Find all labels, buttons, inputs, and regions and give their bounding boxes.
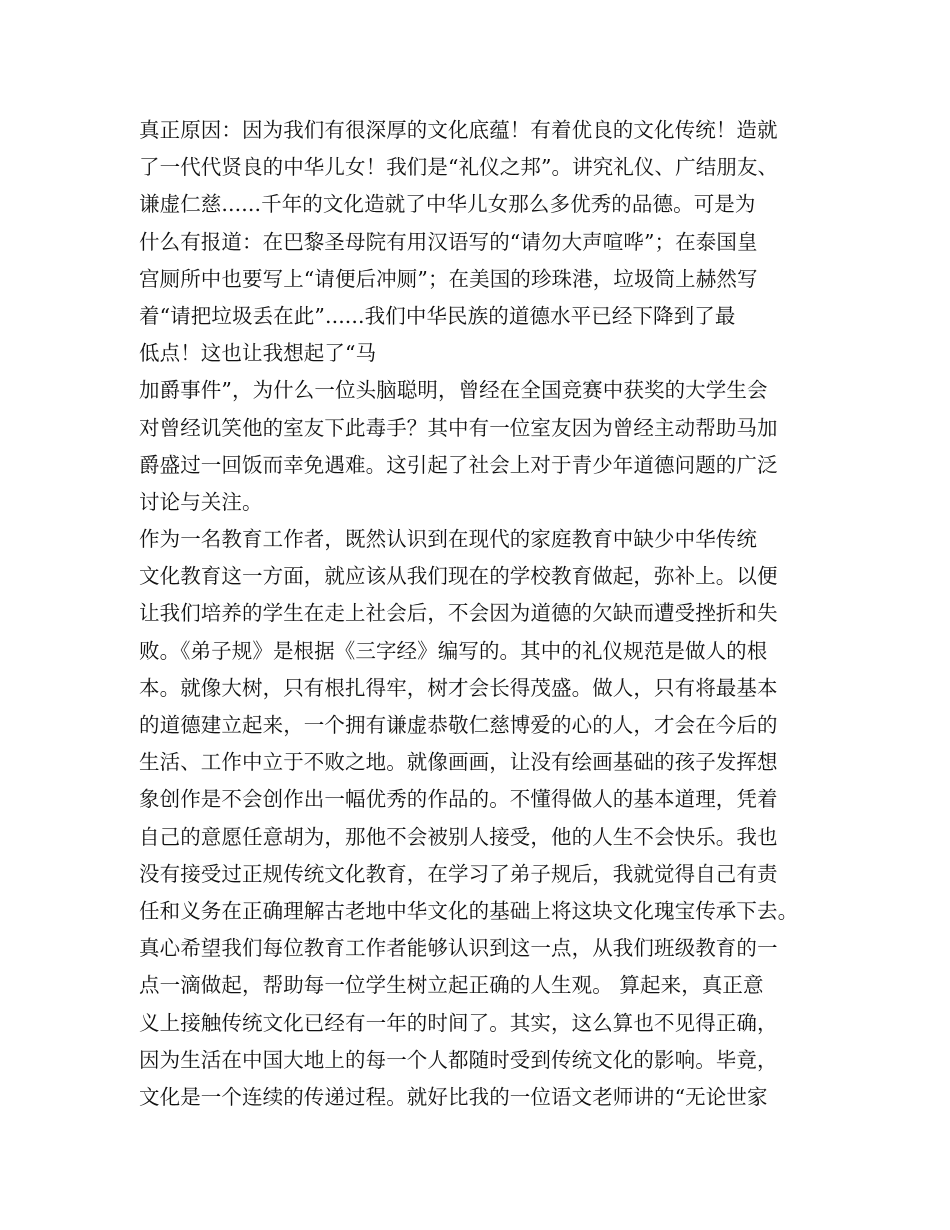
text-line: 义上接触传统文化已经有一年的时间了。其实，这么算也不见得正确， <box>139 1010 778 1035</box>
text-line: 文化教育这一方面，就应该从我们现在的学校教育做起，弥补上。以便 <box>139 564 778 589</box>
text-line: 加爵事件”，为什么一位头脑聪明，曾经在全国竞赛中获奖的大学生会 <box>139 378 768 403</box>
text-line: 败。《弟子规》是根据《三字经》编写的。其中的礼仪规范是做人的根 <box>139 638 768 663</box>
text-line: 真正原因：因为我们有很深厚的文化底蕴！有着优良的文化传统！造就 <box>139 118 778 142</box>
text-line: 因为生活在中国大地上的每一个人都随时受到传统文化的影响。毕竟， <box>139 1047 778 1072</box>
text-line: 生活、工作中立于不败之地。就像画画，让没有绘画基础的孩子发挥想 <box>139 750 778 775</box>
text-line: 谦虚仁慈......千年的文化造就了中华儿女那么多优秀的品德。可是为 <box>139 192 756 217</box>
text-line: 象创作是不会创作出一幅优秀的作品的。不懂得做人的基本道理，凭着 <box>139 787 778 812</box>
text-line: 低点！这也让我想起了“马 <box>139 341 377 366</box>
text-line: 真心希望我们每位教育工作者能够认识到这一点，从我们班级教育的一 <box>139 936 778 961</box>
text-line: 自己的意愿任意胡为，那他不会被别人接受，他的人生不会快乐。我也 <box>139 824 778 849</box>
text-line: 讨论与关注。 <box>139 489 263 514</box>
text-line: 的道德建立起来，一个拥有谦虚恭敬仁慈博爱的心的人，才会在今后的 <box>139 713 778 737</box>
text-line: 对曾经讥笑他的室友下此毒手？其中有一位室友因为曾经主动帮助马加 <box>139 415 778 440</box>
text-line: 了一代代贤良的中华儿女！我们是“礼仪之邦”。讲究礼仪、广结朋友、 <box>139 155 779 180</box>
text-line: 点一滴做起，帮助每一位学生树立起正确的人生观。 算起来，真正意 <box>139 973 764 998</box>
text-line: 没有接受过正规传统文化教育，在学习了弟子规后，我就觉得自己有责 <box>139 861 778 886</box>
text-line: 任和义务在正确理解古老地中华文化的基础上将这块文化瑰宝传承下去。 <box>139 898 799 923</box>
text-line: 本。就像大树，只有根扎得牢，树才会长得茂盛。做人，只有将最基本 <box>139 675 778 700</box>
text-line: 着“请把垃圾丢在此”......我们中华民族的道德水平已经下降到了最 <box>139 303 736 328</box>
text-line: 让我们培养的学生在走上社会后，不会因为道德的欠缺而遭受挫折和失 <box>139 601 778 626</box>
text-line: 文化是一个连续的传递过程。就好比我的一位语文老师讲的“无论世家 <box>139 1084 768 1109</box>
text-line: 作为一名教育工作者，既然认识到在现代的家庭教育中缺少中华传统 <box>139 527 757 552</box>
text-line: 爵盛过一回饭而幸免遇难。这引起了社会上对于青少年道德问题的广泛 <box>139 452 778 477</box>
body-text <box>139 112 829 1116</box>
text-line: 宫厕所中也要写上“请便后冲厕”；在美国的珍珠港，垃圾筒上赫然写 <box>139 266 758 291</box>
text-line: 什么有报道：在巴黎圣母院有用汉语写的“请勿大声喧哗”；在泰国皇 <box>139 229 758 254</box>
